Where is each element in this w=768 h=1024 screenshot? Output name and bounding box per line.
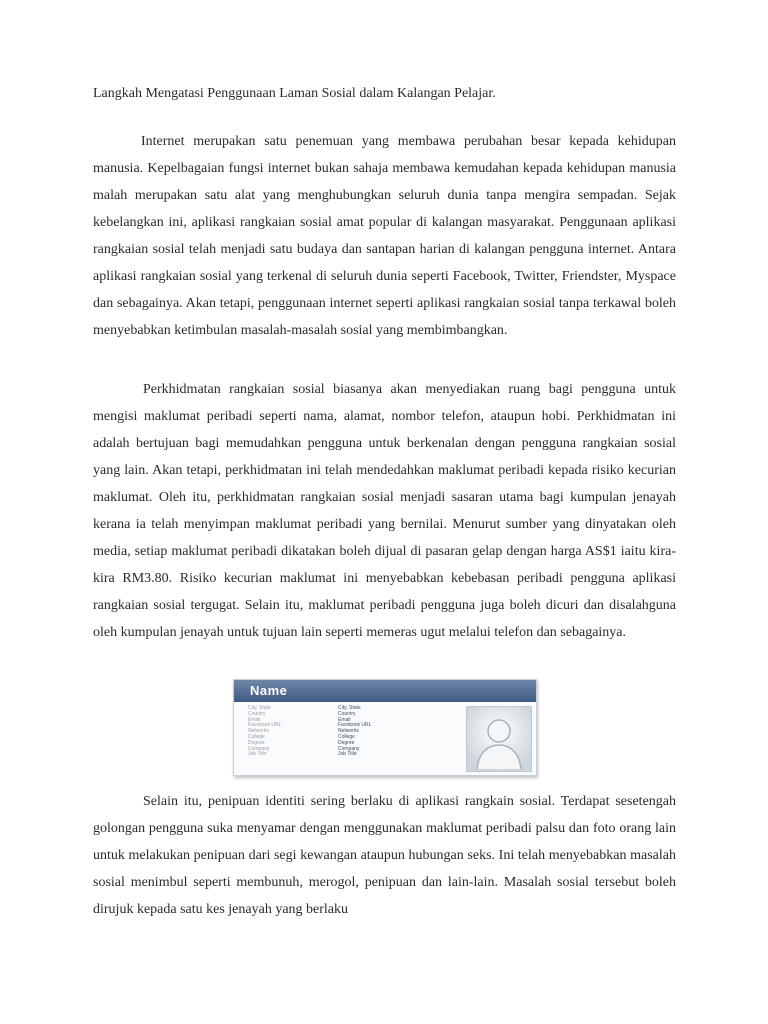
profile-card-figure [233, 679, 537, 776]
field-value: City, State [338, 705, 361, 711]
field-label: Email [248, 716, 261, 723]
field-label: City, State [248, 705, 271, 711]
person-silhouette-icon [466, 706, 532, 772]
profile-name: Name [250, 683, 288, 698]
paragraph-3: Selain itu, penipuan identiti sering berlaku di aplikasi rangkain sosial. Terdapat sesetengah golongan pengguna suka menyamar dengan menggunakan maklumat peribadi palsu dan foto orang lain untuk melakukan penipuan dari segi kewangan ataupun hubungan seks. Ini telah menyebabkan masalah sosial menimbul seperti membunuh, merogol, penipuan dan lain-lain. Masalah sosial tersebut boleh dirujuk kepada satu kes jenayah yang berlaku [93, 794, 676, 917]
field-value: Email [338, 716, 351, 723]
field-label: Networks [248, 728, 269, 735]
field-label: Degree [248, 739, 265, 746]
profile-card-body [234, 702, 536, 775]
field-value: College [338, 733, 355, 740]
field-label: College [248, 733, 265, 740]
profile-card-header [234, 680, 536, 702]
field-value: Facebook URL [338, 722, 372, 729]
field-value: Company [338, 745, 360, 752]
field-label: Company [248, 745, 270, 752]
field-label: Country [248, 710, 266, 717]
field-value: Job Title [338, 751, 357, 758]
field-label: Facebook URL [248, 722, 282, 729]
field-label: Job Title [248, 751, 267, 758]
profile-field-labels [248, 706, 281, 758]
field-value: Networks [338, 728, 359, 735]
field-value: Country [338, 710, 356, 717]
document-title: Langkah Mengatasi Penggunaan Laman Sosial dalam Kalangan Pelajar. [93, 86, 496, 101]
field-value: Degree [338, 739, 355, 746]
paragraph-1: Internet merupakan satu penemuan yang membawa perubahan besar kepada kehidupan manusia. Kepelbagaian fungsi internet bukan sahaja membawa kemudahan kepada kehidupan manusia malah merupakan satu alat yang menghubungkan seluruh dunia tanpa mengira sempadan. Sejak kebelangkan ini, aplikasi rangkaian sosial amat popular di kalangan masyarakat. Penggunaan aplikasi rangkaian sosial telah menjadi satu budaya dan santapan harian di kalangan pengguna internet. Antara aplikasi rangkaian sosial yang terkenal di seluruh dunia seperti Facebook, Twitter, Friendster, Myspace dan sebagainya. Akan tetapi, penggunaan internet seperti aplikasi rangkaian sosial tanpa terkawal boleh menyebabkan ketimbulan masalah-masalah sosial yang membimbangkan. [93, 134, 676, 338]
paragraph-2: Perkhidmatan rangkaian sosial biasanya akan menyediakan ruang bagi pengguna untuk mengisi maklumat peribadi seperti nama, alamat, nombor telefon, ataupun hobi. Perkhidmatan ini adalah bertujuan bagi memudahkan pengguna untuk berkenalan dengan pengguna rangkaian sosial yang lain. Akan tetapi, perkhidmatan ini telah mendedahkan maklumat peribadi kepada risiko kecurian maklumat. Oleh itu, perkhidmatan rangkaian sosial menjadi sasaran utama bagi kumpulan jenayah kerana ia telah menyimpan maklumat peribadi yang bernilai. Menurut sumber yang dinyatakan oleh media, setiap maklumat peribadi dikatakan boleh dijual di pasaran gelap dengan harga AS$1 iaitu kira-kira RM3.80. Risiko kecurian maklumat ini menyebabkan kebebasan peribadi pengguna aplikasi rangkaian sosial tergugat. Selain itu, maklumat peribadi pengguna juga boleh dicuri dan disalahguna oleh kumpulan jenayah untuk tujuan lain seperti memeras ugut melalui telefon dan sebagainya. [93, 382, 676, 640]
profile-field-values [338, 706, 371, 758]
